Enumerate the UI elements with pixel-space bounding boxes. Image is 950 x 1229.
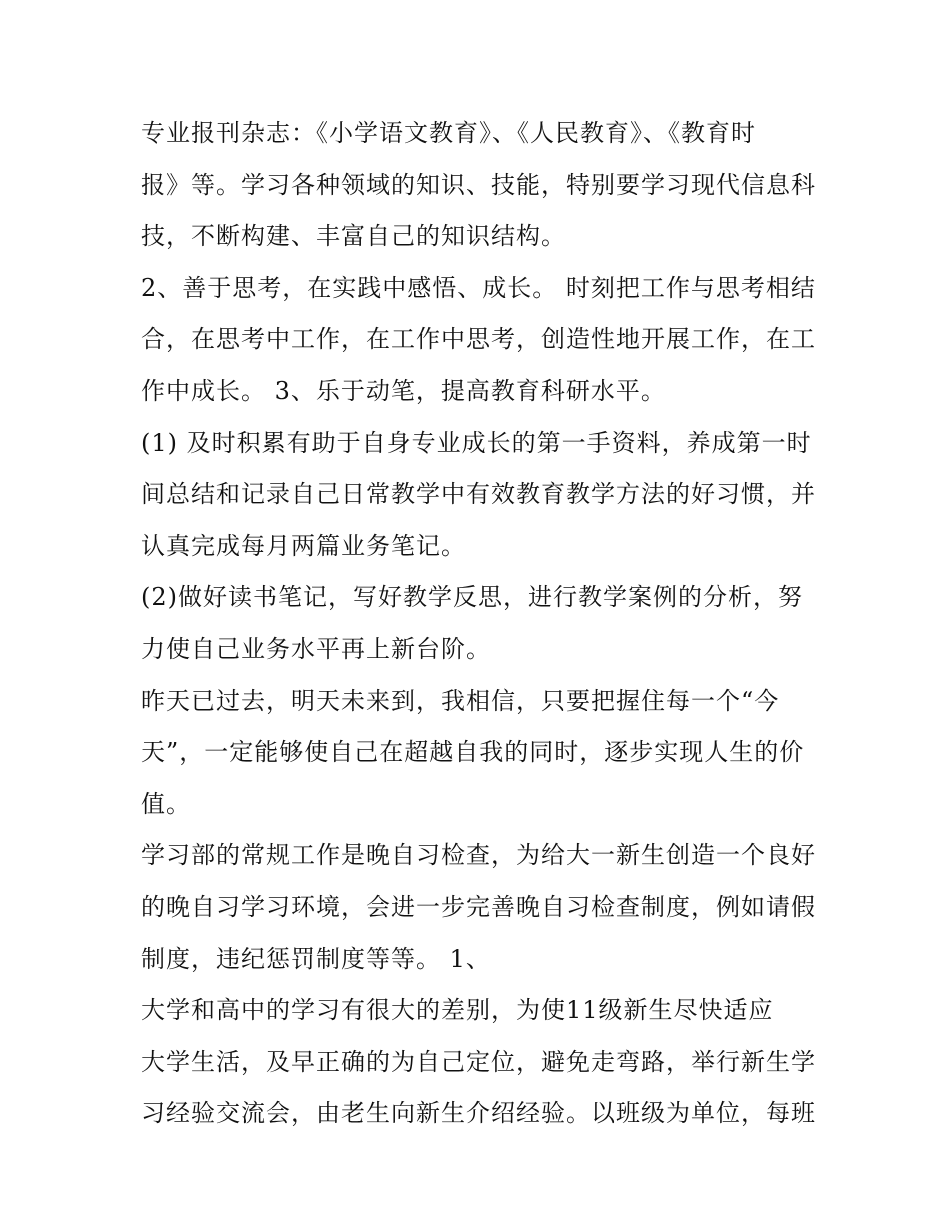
text-line: 专业报刊杂志：《小学语文教育》、《人民教育》、《教育时 bbox=[141, 119, 756, 147]
text-line: (2)做好读书笔记，写好教学反思，进行教学案例的分析，努 bbox=[141, 583, 803, 612]
text-line: 技，不断构建、丰富自己的知识结构。 bbox=[141, 222, 566, 251]
text-line: 认真完成每月两篇业务笔记。 bbox=[141, 531, 466, 560]
text-line: 值。 bbox=[141, 789, 191, 818]
text-line: 的晚自习学习环境，会进一步完善晚自习检查制度，例如请假 bbox=[141, 892, 816, 921]
text-line: 习经验交流会，由老生向新生介绍经验。以班级为单位，每班 bbox=[141, 1099, 816, 1128]
text-line: 合，在思考中工作，在工作中思考，创造性地开展工作，在工 bbox=[141, 325, 816, 354]
text-line: 大学和高中的学习有很大的差别，为使11级新生尽快适应 bbox=[141, 996, 774, 1025]
text-line: 2、善于思考，在实践中感悟、成长。 时刻把工作与思考相结 bbox=[141, 273, 816, 302]
text-line: (1) 及时积累有助于自身专业成长的第一手资料，养成第一时 bbox=[141, 428, 812, 457]
document-body bbox=[141, 108, 821, 1140]
text-line: 学习部的常规工作是晚自习检查，为给大一新生创造一个良好 bbox=[141, 841, 816, 870]
text-line: 报》等。学习各种领域的知识、技能，特别要学习现代信息科 bbox=[141, 170, 816, 199]
text-line: 制度，违纪惩罚制度等等。 1、 bbox=[141, 944, 491, 973]
text-line: 间总结和记录自己日常教学中有效教育教学方法的好习惯，并 bbox=[141, 480, 816, 509]
text-line: 作中成长。 3、乐于动笔，提高教育科研水平。 bbox=[141, 376, 666, 405]
text-line: 力使自己业务水平再上新台阶。 bbox=[141, 634, 491, 663]
text-line: 大学生活，及早正确的为自己定位，避免走弯路，举行新生学 bbox=[141, 1047, 816, 1076]
text-line: 天”，一定能够使自己在超越自我的同时，逐步实现人生的价 bbox=[141, 738, 805, 767]
text-line: 昨天已过去，明天未来到，我相信，只要把握住每一个“今 bbox=[141, 686, 780, 715]
